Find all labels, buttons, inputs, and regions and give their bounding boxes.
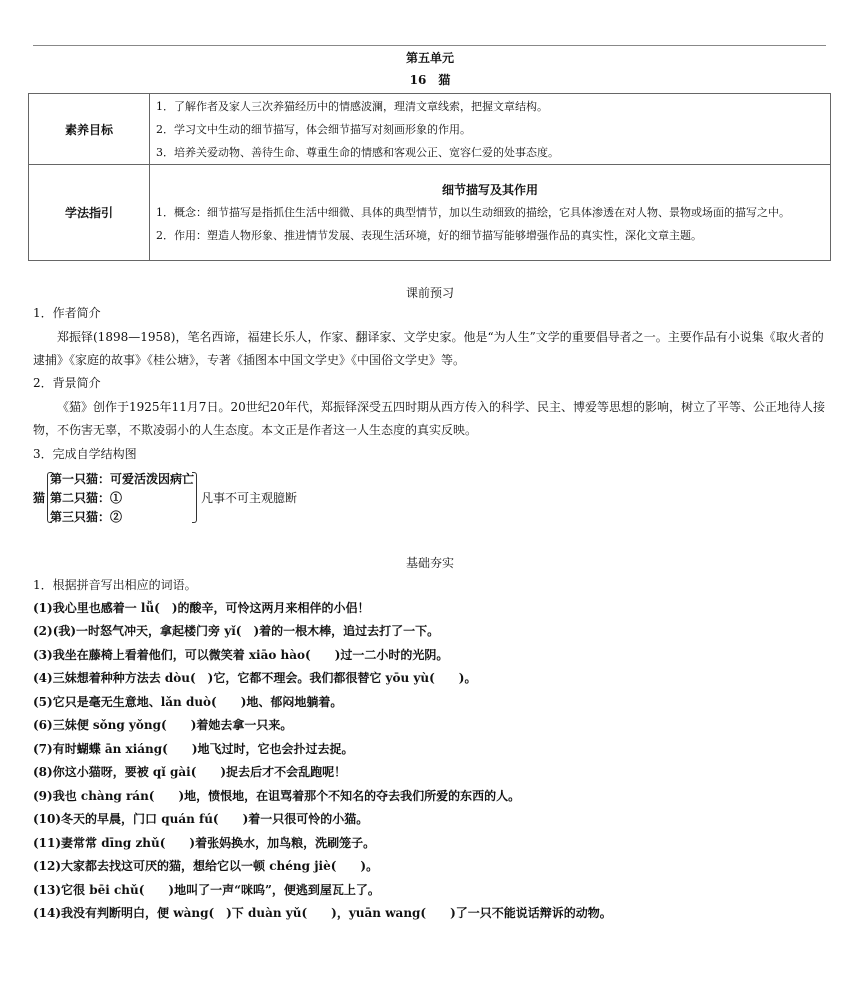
section-author-title: 1．作者简介 <box>33 306 101 320</box>
structure-item: 第三只猫：② <box>50 510 123 524</box>
basics-heading: 基础夯实 <box>405 556 454 570</box>
lesson-title: 16 猫 <box>409 73 451 87</box>
goals-table <box>28 93 831 261</box>
preview-heading: 课前预习 <box>405 286 454 300</box>
pinyin-item: (1)我心里也感着一 lǚ( )的酸辛，可怜这两月来相伴的小侣！ <box>33 601 370 615</box>
pinyin-item: (4)三妹想着种种方法去 dòu( )它，它都不理会。我们都很替它 yōu yù( )。 <box>33 671 477 685</box>
method-function: 2．作用：塑造人物形象、推进情节发展、表现生活环境，好的细节描写能够增强作品的真实性，深化文章主题。 <box>156 228 702 242</box>
header-rule <box>33 45 826 46</box>
goal-line: 2．学习文中生动的细节描写，体会细节描写对刻画形象的作用。 <box>156 122 471 136</box>
goals-label: 素养目标 <box>29 94 150 165</box>
goals-content <box>150 94 831 165</box>
pinyin-item: (13)它很 bēi chǔ( )地叫了一声“咪呜”，便逃到屋瓦上了。 <box>33 883 380 897</box>
pinyin-item: (5)它只是毫无生意地、lǎn duò( )地、郁闷地躺着。 <box>33 695 343 709</box>
structure-item: 第二只猫：① <box>50 491 123 505</box>
goals-row <box>29 94 831 165</box>
pinyin-item: (14)我没有判断明白，便 wàng( )下 duàn yǔ( )，yuān wang( )了一只不能说话辩诉的动物。 <box>33 906 612 920</box>
structure-conclusion: 凡事不可主观臆断 <box>201 491 298 505</box>
unit-title: 第五单元 <box>405 51 454 65</box>
pinyin-item: (10)冬天的早晨，门口 quán fú( )着一只很可怜的小猫。 <box>33 812 369 826</box>
method-row <box>29 165 831 261</box>
right-brace <box>192 472 197 523</box>
method-label: 学法指引 <box>29 165 150 261</box>
pinyin-item: (7)有时蝴蝶 ān xiáng( )地飞过时，它也会扑过去捉。 <box>33 742 354 756</box>
goal-line: 1．了解作者及家人三次养猫经历中的情感波澜，理清文章线索，把握文章结构。 <box>156 99 548 113</box>
background-text: 《猫》创作于1925年11月7日。20世纪20年代，郑振铎深受五四时期从西方传入的科学、民主、博爱等思想的影响，树立了平等、公正地待人接物，不伤害无辜，不欺凌弱小的人生态度。本文正是作者这一人生态度的真实反映。 <box>33 400 825 437</box>
pinyin-item: (9)我也 chàng rán( )地，愤恨地，在诅骂着那个不知名的夺去我们所爱的东西的人。 <box>33 789 521 803</box>
author-bio: 郑振铎(1898—1958)，笔名西谛，福建长乐人，作家、翻译家、文学史家。他是“为人生”文学的重要倡导者之一。主要作品有小说集《取火者的逮捕》《家庭的故事》《桂公塘》，专著《插图本中国文学史》《中国俗文学史》等。 <box>33 330 824 367</box>
section-background-title: 2．背景简介 <box>33 376 101 390</box>
section-structure-title: 3．完成自学结构图 <box>33 447 137 461</box>
goal-line: 3．培养关爱动物、善待生命、尊重生命的情感和客观公正、宽容仁爱的处事态度。 <box>156 145 559 159</box>
method-concept: 1．概念：细节描写是指抓住生活中细微、具体的典型情节，加以生动细致的描绘，它具体渗透在对人物、景物或场面的描写之中。 <box>156 205 790 219</box>
pinyin-item: (8)你这小猫呀，要被 qǐ gài( )捉去后才不会乱跑呢！ <box>33 765 347 779</box>
structure-root: 猫 <box>33 491 46 505</box>
method-subtitle: 细节描写及其作用 <box>441 182 538 197</box>
pinyin-item: (12)大家都去找这可厌的猫，想给它以一顿 chéng jiè( )。 <box>33 859 379 873</box>
question-1-title: 1．根据拼音写出相应的词语。 <box>33 578 197 592</box>
pinyin-item: (11)妻常常 dīng zhǔ( )着张妈换水，加鸟粮，洗刷笼子。 <box>33 836 376 850</box>
pinyin-item: (3)我坐在藤椅上看着他们，可以微笑着 xiāo hào( )过一二小时的光阴。 <box>33 648 449 662</box>
pinyin-item: (2)(我)一时怒气冲天，拿起楼门旁 yǐ( )着的一根木棒，追过去打了一下。 <box>33 624 440 638</box>
pinyin-item: (6)三妹便 sǒng yǒng( )着她去拿一只来。 <box>33 718 293 732</box>
structure-item: 第一只猫：可爱活泼因病亡 <box>50 472 195 486</box>
structure-diagram <box>33 469 333 525</box>
method-content <box>150 165 831 261</box>
